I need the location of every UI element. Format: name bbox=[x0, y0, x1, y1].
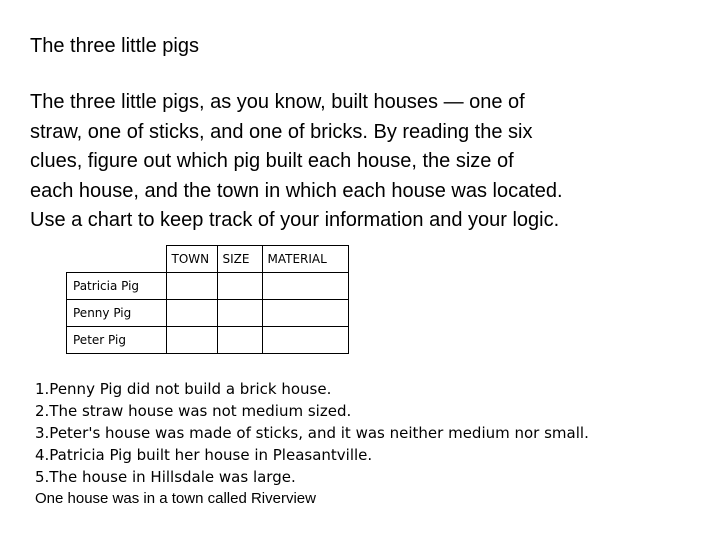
intro-line: clues, figure out which pig built each house, the size of bbox=[30, 150, 514, 172]
cell-peter-material bbox=[262, 327, 348, 354]
chart-row-patricia bbox=[67, 273, 349, 300]
cell-patricia-size bbox=[217, 273, 262, 300]
clue-item: 3.Peter's house was made of sticks, and it was neither medium nor small. bbox=[35, 424, 589, 442]
intro-line: each house, and the town in which each house was located. bbox=[30, 179, 563, 202]
cell-patricia-material bbox=[262, 273, 348, 300]
cell-penny-material bbox=[262, 300, 348, 327]
chart-header-material: MATERIAL bbox=[262, 246, 348, 273]
clue-item: One house was in a town called Riverview bbox=[35, 490, 316, 507]
clue-item: 4.Patricia Pig built her house in Pleasantville. bbox=[35, 446, 373, 464]
intro-line: The three little pigs, as you know, built houses — one of bbox=[30, 91, 525, 113]
cell-peter-town bbox=[166, 327, 217, 354]
clue-item: 1.Penny Pig did not build a brick house. bbox=[35, 380, 332, 398]
intro-paragraph bbox=[30, 88, 720, 236]
cell-patricia-town bbox=[166, 273, 217, 300]
clue-list bbox=[35, 378, 589, 510]
chart-header-size: SIZE bbox=[217, 246, 262, 273]
chart-header-town: TOWN bbox=[166, 246, 217, 273]
logic-chart bbox=[66, 245, 349, 354]
chart-header-row bbox=[67, 246, 349, 273]
chart-row-peter bbox=[67, 327, 349, 354]
intro-line: straw, one of sticks, and one of bricks. By reading the six bbox=[30, 120, 533, 143]
cell-penny-town bbox=[166, 300, 217, 327]
row-label-patricia: Patricia Pig bbox=[67, 273, 167, 300]
cell-penny-size bbox=[217, 300, 262, 327]
page-title: The three little pigs bbox=[30, 35, 199, 57]
row-label-peter: Peter Pig bbox=[67, 327, 167, 354]
cell-peter-size bbox=[217, 327, 262, 354]
intro-line: Use a chart to keep track of your information and your logic. bbox=[30, 209, 560, 231]
row-label-penny: Penny Pig bbox=[67, 300, 167, 327]
clue-item: 5.The house in Hillsdale was large. bbox=[35, 468, 296, 486]
chart-row-penny bbox=[67, 300, 349, 327]
chart-corner bbox=[67, 246, 167, 273]
clue-item: 2.The straw house was not medium sized. bbox=[35, 402, 352, 420]
